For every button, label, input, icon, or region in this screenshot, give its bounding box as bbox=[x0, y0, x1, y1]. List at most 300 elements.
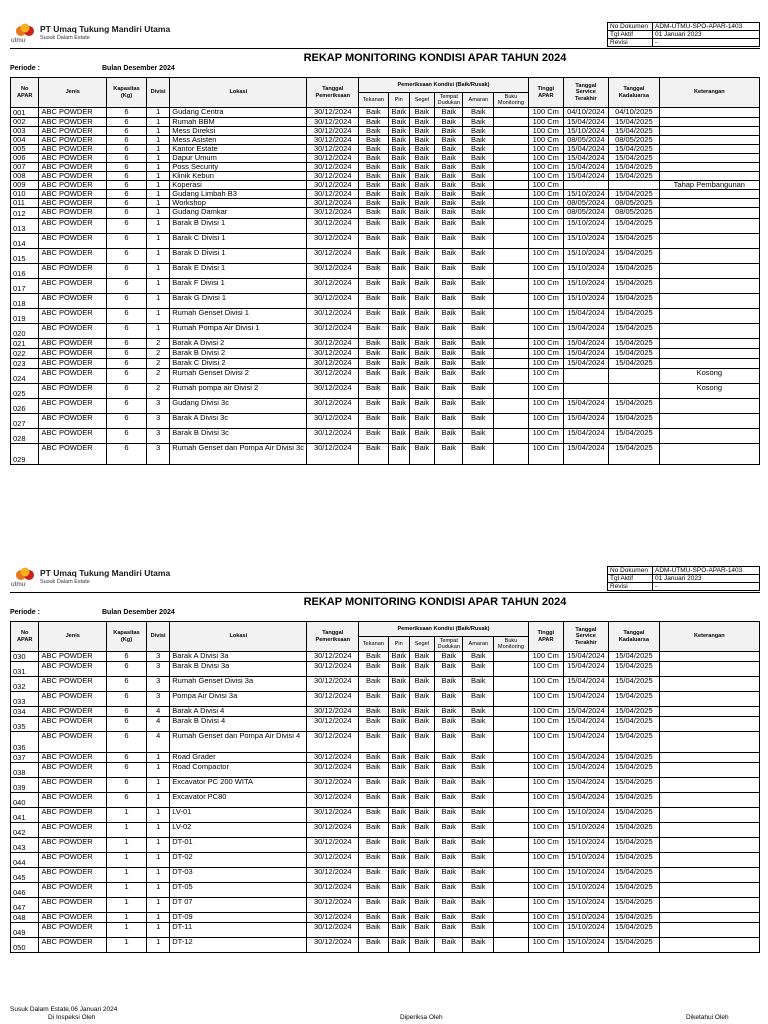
apar-kapasitas: 6 bbox=[106, 753, 146, 763]
check-tekanan: Baik bbox=[359, 264, 389, 279]
apar-tanggal: 30/12/2024 bbox=[307, 853, 359, 868]
apar-tanggal: 30/12/2024 bbox=[307, 677, 359, 692]
table-row bbox=[11, 163, 760, 172]
check-pin: Baik bbox=[388, 898, 409, 913]
apar-tinggi: 100 Cm bbox=[528, 181, 563, 190]
apar-jenis: ABC POWDER bbox=[39, 414, 107, 429]
check-segel: Baik bbox=[409, 172, 434, 181]
apar-no: 020 bbox=[11, 324, 39, 339]
apar-jenis: ABC POWDER bbox=[39, 181, 107, 190]
apar-tanggal: 30/12/2024 bbox=[307, 294, 359, 309]
check-amaran: Baik bbox=[463, 883, 494, 898]
apar-kapasitas: 6 bbox=[106, 662, 146, 677]
check-pin: Baik bbox=[388, 662, 409, 677]
apar-kapasitas: 6 bbox=[106, 717, 146, 732]
check-amaran: Baik bbox=[463, 108, 494, 118]
apar-service: 15/10/2024 bbox=[563, 127, 608, 136]
check-pin: Baik bbox=[388, 163, 409, 172]
apar-keterangan: Kosong bbox=[659, 384, 759, 399]
apar-kapasitas: 1 bbox=[106, 823, 146, 838]
apar-divisi: 2 bbox=[147, 349, 170, 359]
apar-kapasitas: 6 bbox=[106, 763, 146, 778]
check-tekanan: Baik bbox=[359, 444, 389, 465]
check-tekanan: Baik bbox=[359, 823, 389, 838]
apar-no: 034 bbox=[11, 707, 39, 717]
check-tekanan: Baik bbox=[359, 208, 389, 219]
apar-lokasi: Rumah Pompa Air Divisi 1 bbox=[170, 324, 307, 339]
check-pin: Baik bbox=[388, 369, 409, 384]
apar-jenis: ABC POWDER bbox=[39, 732, 107, 753]
col-pemeriksaan: Pemeriksaan Kondisi (Baik/Rusak) bbox=[359, 78, 529, 93]
check-pin: Baik bbox=[388, 853, 409, 868]
table-row bbox=[11, 868, 760, 883]
apar-divisi: 1 bbox=[147, 108, 170, 118]
apar-table bbox=[10, 77, 760, 465]
doc-date-label: Tgl Aktif bbox=[608, 31, 653, 39]
check-pin: Baik bbox=[388, 234, 409, 249]
apar-jenis: ABC POWDER bbox=[39, 163, 107, 172]
apar-service: 08/05/2024 bbox=[563, 208, 608, 219]
apar-tanggal: 30/12/2024 bbox=[307, 793, 359, 808]
apar-tinggi: 100 Cm bbox=[528, 823, 563, 838]
apar-kapasitas: 1 bbox=[106, 923, 146, 938]
apar-kapasitas: 6 bbox=[106, 181, 146, 190]
check-pin: Baik bbox=[388, 838, 409, 853]
apar-jenis: ABC POWDER bbox=[39, 249, 107, 264]
apar-kapasitas: 6 bbox=[106, 429, 146, 444]
apar-kadaluarsa: 15/04/2025 bbox=[609, 190, 660, 199]
check-tempat: Baik bbox=[435, 190, 463, 199]
check-tekanan: Baik bbox=[359, 662, 389, 677]
apar-lokasi: Gudang Damkar bbox=[170, 208, 307, 219]
check-pin: Baik bbox=[388, 219, 409, 234]
apar-jenis: ABC POWDER bbox=[39, 339, 107, 349]
check-tempat: Baik bbox=[435, 913, 463, 923]
apar-tinggi: 100 Cm bbox=[528, 898, 563, 913]
check-amaran: Baik bbox=[463, 163, 494, 172]
check-segel: Baik bbox=[409, 732, 434, 753]
apar-kadaluarsa: 15/04/2025 bbox=[609, 339, 660, 349]
apar-tanggal: 30/12/2024 bbox=[307, 778, 359, 793]
check-amaran: Baik bbox=[463, 429, 494, 444]
apar-lokasi: Barak D Divisi 1 bbox=[170, 249, 307, 264]
apar-divisi: 1 bbox=[147, 172, 170, 181]
check-pin: Baik bbox=[388, 938, 409, 953]
apar-divisi: 3 bbox=[147, 444, 170, 465]
page-header bbox=[10, 566, 760, 592]
table-row bbox=[11, 118, 760, 127]
apar-lokasi: Barak G Divisi 1 bbox=[170, 294, 307, 309]
apar-keterangan bbox=[659, 324, 759, 339]
check-buku bbox=[494, 154, 529, 163]
apar-keterangan bbox=[659, 923, 759, 938]
check-amaran: Baik bbox=[463, 127, 494, 136]
apar-kapasitas: 6 bbox=[106, 732, 146, 753]
check-amaran: Baik bbox=[463, 264, 494, 279]
table-row bbox=[11, 324, 760, 339]
col-tempat: Tempat Dudukan bbox=[435, 637, 463, 652]
check-tekanan: Baik bbox=[359, 127, 389, 136]
col-lokasi: Lokasi bbox=[170, 622, 307, 652]
check-tekanan: Baik bbox=[359, 399, 389, 414]
apar-no: 044 bbox=[11, 853, 39, 868]
apar-service: 15/04/2024 bbox=[563, 753, 608, 763]
apar-kadaluarsa: 15/04/2025 bbox=[609, 763, 660, 778]
apar-divisi: 3 bbox=[147, 414, 170, 429]
check-segel: Baik bbox=[409, 838, 434, 853]
doc-rev-label: Revisi bbox=[608, 39, 653, 47]
check-amaran: Baik bbox=[463, 219, 494, 234]
apar-divisi: 2 bbox=[147, 359, 170, 369]
check-tempat: Baik bbox=[435, 309, 463, 324]
check-tempat: Baik bbox=[435, 717, 463, 732]
table-row bbox=[11, 793, 760, 808]
check-amaran: Baik bbox=[463, 414, 494, 429]
apar-lokasi: Barak A Divisi 4 bbox=[170, 707, 307, 717]
apar-kapasitas: 6 bbox=[106, 190, 146, 199]
apar-divisi: 2 bbox=[147, 369, 170, 384]
check-buku bbox=[494, 118, 529, 127]
check-pin: Baik bbox=[388, 309, 409, 324]
apar-service: 15/04/2024 bbox=[563, 444, 608, 465]
check-amaran: Baik bbox=[463, 249, 494, 264]
check-tempat: Baik bbox=[435, 838, 463, 853]
check-amaran: Baik bbox=[463, 279, 494, 294]
check-buku bbox=[494, 309, 529, 324]
periode bbox=[10, 65, 760, 77]
check-pin: Baik bbox=[388, 808, 409, 823]
check-pin: Baik bbox=[388, 279, 409, 294]
check-amaran: Baik bbox=[463, 778, 494, 793]
table-row bbox=[11, 923, 760, 938]
check-buku bbox=[494, 883, 529, 898]
apar-tanggal: 30/12/2024 bbox=[307, 652, 359, 662]
apar-keterangan bbox=[659, 652, 759, 662]
apar-kapasitas: 1 bbox=[106, 868, 146, 883]
check-buku bbox=[494, 294, 529, 309]
check-tekanan: Baik bbox=[359, 219, 389, 234]
table-row bbox=[11, 838, 760, 853]
check-amaran: Baik bbox=[463, 823, 494, 838]
apar-kapasitas: 1 bbox=[106, 853, 146, 868]
apar-lokasi: Barak B Divisi 3c bbox=[170, 429, 307, 444]
check-tekanan: Baik bbox=[359, 414, 389, 429]
table-row bbox=[11, 778, 760, 793]
check-buku bbox=[494, 692, 529, 707]
header-divider bbox=[10, 48, 760, 49]
apar-no: 048 bbox=[11, 913, 39, 923]
apar-tanggal: 30/12/2024 bbox=[307, 429, 359, 444]
apar-kadaluarsa: 15/04/2025 bbox=[609, 883, 660, 898]
apar-keterangan bbox=[659, 199, 759, 208]
apar-kapasitas: 6 bbox=[106, 145, 146, 154]
apar-lokasi: Barak B Divisi 1 bbox=[170, 219, 307, 234]
check-pin: Baik bbox=[388, 677, 409, 692]
apar-kadaluarsa: 15/04/2025 bbox=[609, 808, 660, 823]
col-divisi: Divisi bbox=[147, 78, 170, 108]
apar-service: 15/04/2024 bbox=[563, 163, 608, 172]
apar-jenis: ABC POWDER bbox=[39, 853, 107, 868]
apar-kadaluarsa: 15/04/2025 bbox=[609, 219, 660, 234]
apar-service: 15/04/2024 bbox=[563, 324, 608, 339]
col-keterangan: Keterangan bbox=[659, 78, 759, 108]
apar-service: 15/04/2024 bbox=[563, 359, 608, 369]
apar-divisi: 1 bbox=[147, 868, 170, 883]
apar-no: 028 bbox=[11, 429, 39, 444]
check-segel: Baik bbox=[409, 309, 434, 324]
check-pin: Baik bbox=[388, 359, 409, 369]
apar-table bbox=[10, 621, 760, 953]
check-pin: Baik bbox=[388, 154, 409, 163]
apar-tanggal: 30/12/2024 bbox=[307, 399, 359, 414]
apar-jenis: ABC POWDER bbox=[39, 763, 107, 778]
check-segel: Baik bbox=[409, 154, 434, 163]
col-amaran: Amaran bbox=[463, 93, 494, 108]
apar-kapasitas: 6 bbox=[106, 359, 146, 369]
check-tekanan: Baik bbox=[359, 923, 389, 938]
col-kadaluarsa: Tanggal Kadaluarsa bbox=[609, 78, 660, 108]
check-amaran: Baik bbox=[463, 692, 494, 707]
apar-tinggi: 100 Cm bbox=[528, 778, 563, 793]
apar-kadaluarsa: 15/04/2025 bbox=[609, 717, 660, 732]
check-segel: Baik bbox=[409, 808, 434, 823]
check-tempat: Baik bbox=[435, 853, 463, 868]
apar-service: 15/10/2024 bbox=[563, 190, 608, 199]
apar-service: 15/10/2024 bbox=[563, 883, 608, 898]
apar-divisi: 3 bbox=[147, 399, 170, 414]
apar-keterangan bbox=[659, 264, 759, 279]
apar-tinggi: 100 Cm bbox=[528, 707, 563, 717]
check-tekanan: Baik bbox=[359, 294, 389, 309]
check-segel: Baik bbox=[409, 898, 434, 913]
check-segel: Baik bbox=[409, 429, 434, 444]
check-pin: Baik bbox=[388, 793, 409, 808]
apar-service: 15/04/2024 bbox=[563, 414, 608, 429]
apar-divisi: 1 bbox=[147, 324, 170, 339]
check-segel: Baik bbox=[409, 181, 434, 190]
table-row bbox=[11, 219, 760, 234]
table-row bbox=[11, 677, 760, 692]
check-amaran: Baik bbox=[463, 662, 494, 677]
apar-kadaluarsa: 15/04/2025 bbox=[609, 154, 660, 163]
apar-tinggi: 100 Cm bbox=[528, 136, 563, 145]
check-tempat: Baik bbox=[435, 868, 463, 883]
apar-keterangan bbox=[659, 154, 759, 163]
apar-tanggal: 30/12/2024 bbox=[307, 707, 359, 717]
apar-tinggi: 100 Cm bbox=[528, 369, 563, 384]
check-tempat: Baik bbox=[435, 883, 463, 898]
check-segel: Baik bbox=[409, 707, 434, 717]
table-row bbox=[11, 652, 760, 662]
table-row bbox=[11, 753, 760, 763]
check-tekanan: Baik bbox=[359, 429, 389, 444]
apar-lokasi: Road Grader bbox=[170, 753, 307, 763]
apar-tinggi: 100 Cm bbox=[528, 763, 563, 778]
apar-jenis: ABC POWDER bbox=[39, 294, 107, 309]
table-row bbox=[11, 444, 760, 465]
check-pin: Baik bbox=[388, 778, 409, 793]
check-segel: Baik bbox=[409, 264, 434, 279]
check-amaran: Baik bbox=[463, 898, 494, 913]
check-amaran: Baik bbox=[463, 838, 494, 853]
apar-divisi: 1 bbox=[147, 883, 170, 898]
flame-logo-icon bbox=[12, 23, 38, 37]
apar-kadaluarsa: 15/04/2025 bbox=[609, 349, 660, 359]
apar-tanggal: 30/12/2024 bbox=[307, 127, 359, 136]
apar-tinggi: 100 Cm bbox=[528, 324, 563, 339]
apar-lokasi: DT-11 bbox=[170, 923, 307, 938]
apar-kadaluarsa: 15/04/2025 bbox=[609, 913, 660, 923]
apar-no: 002 bbox=[11, 118, 39, 127]
apar-keterangan bbox=[659, 793, 759, 808]
apar-keterangan bbox=[659, 853, 759, 868]
check-tempat: Baik bbox=[435, 264, 463, 279]
check-pin: Baik bbox=[388, 339, 409, 349]
check-buku bbox=[494, 938, 529, 953]
doc-no-label: No Dokumen bbox=[608, 23, 653, 31]
apar-lokasi: DT-03 bbox=[170, 868, 307, 883]
table-row bbox=[11, 384, 760, 399]
col-segel: Segel bbox=[409, 93, 434, 108]
apar-divisi: 1 bbox=[147, 199, 170, 208]
apar-no: 012 bbox=[11, 208, 39, 219]
apar-tanggal: 30/12/2024 bbox=[307, 172, 359, 181]
check-segel: Baik bbox=[409, 359, 434, 369]
check-segel: Baik bbox=[409, 763, 434, 778]
apar-tanggal: 30/12/2024 bbox=[307, 384, 359, 399]
apar-tinggi: 100 Cm bbox=[528, 444, 563, 465]
apar-keterangan bbox=[659, 717, 759, 732]
check-tekanan: Baik bbox=[359, 181, 389, 190]
check-segel: Baik bbox=[409, 778, 434, 793]
col-tinggi: Tinggi APAR bbox=[528, 78, 563, 108]
apar-kapasitas: 6 bbox=[106, 234, 146, 249]
check-tekanan: Baik bbox=[359, 154, 389, 163]
apar-tinggi: 100 Cm bbox=[528, 838, 563, 853]
check-tempat: Baik bbox=[435, 444, 463, 465]
apar-kadaluarsa: 15/04/2025 bbox=[609, 677, 660, 692]
check-tempat: Baik bbox=[435, 429, 463, 444]
apar-no: 013 bbox=[11, 219, 39, 234]
check-pin: Baik bbox=[388, 136, 409, 145]
check-pin: Baik bbox=[388, 868, 409, 883]
apar-kapasitas: 6 bbox=[106, 444, 146, 465]
table-row bbox=[11, 339, 760, 349]
apar-kapasitas: 6 bbox=[106, 778, 146, 793]
check-tempat: Baik bbox=[435, 136, 463, 145]
check-pin: Baik bbox=[388, 753, 409, 763]
check-buku bbox=[494, 208, 529, 219]
apar-divisi: 1 bbox=[147, 190, 170, 199]
table-row bbox=[11, 199, 760, 208]
place-date: Susuk Dalam Estate,06 Januari 2024 bbox=[10, 1006, 118, 1013]
check-tekanan: Baik bbox=[359, 190, 389, 199]
apar-kapasitas: 6 bbox=[106, 414, 146, 429]
apar-jenis: ABC POWDER bbox=[39, 429, 107, 444]
check-amaran: Baik bbox=[463, 234, 494, 249]
check-pin: Baik bbox=[388, 294, 409, 309]
apar-kapasitas: 6 bbox=[106, 369, 146, 384]
check-tekanan: Baik bbox=[359, 808, 389, 823]
check-segel: Baik bbox=[409, 199, 434, 208]
check-buku bbox=[494, 793, 529, 808]
check-buku bbox=[494, 898, 529, 913]
apar-tinggi: 100 Cm bbox=[528, 717, 563, 732]
apar-keterangan: Tahap Pembangunan bbox=[659, 181, 759, 190]
apar-tinggi: 100 Cm bbox=[528, 662, 563, 677]
check-amaran: Baik bbox=[463, 753, 494, 763]
check-tempat: Baik bbox=[435, 384, 463, 399]
apar-jenis: ABC POWDER bbox=[39, 264, 107, 279]
apar-service: 15/04/2024 bbox=[563, 677, 608, 692]
apar-tanggal: 30/12/2024 bbox=[307, 324, 359, 339]
apar-lokasi: Road Compactor bbox=[170, 763, 307, 778]
apar-kapasitas: 6 bbox=[106, 249, 146, 264]
apar-keterangan bbox=[659, 349, 759, 359]
apar-jenis: ABC POWDER bbox=[39, 707, 107, 717]
apar-keterangan bbox=[659, 108, 759, 118]
check-buku bbox=[494, 359, 529, 369]
apar-jenis: ABC POWDER bbox=[39, 190, 107, 199]
check-pin: Baik bbox=[388, 913, 409, 923]
check-tekanan: Baik bbox=[359, 349, 389, 359]
col-kapasitas: Kapasitas (Kg) bbox=[106, 622, 146, 652]
apar-jenis: ABC POWDER bbox=[39, 652, 107, 662]
col-service: Tanggal Service Terakhir bbox=[563, 622, 608, 652]
check-amaran: Baik bbox=[463, 208, 494, 219]
doc-rev-value: - bbox=[653, 583, 760, 591]
check-segel: Baik bbox=[409, 234, 434, 249]
table-row bbox=[11, 707, 760, 717]
doc-rev-label: Revisi bbox=[608, 583, 653, 591]
apar-keterangan bbox=[659, 309, 759, 324]
check-segel: Baik bbox=[409, 677, 434, 692]
apar-service: 15/10/2024 bbox=[563, 838, 608, 853]
check-pin: Baik bbox=[388, 717, 409, 732]
check-pin: Baik bbox=[388, 707, 409, 717]
apar-lokasi: Excavator PC80 bbox=[170, 793, 307, 808]
page-header bbox=[10, 22, 760, 48]
apar-kadaluarsa: 15/04/2025 bbox=[609, 279, 660, 294]
apar-lokasi: Barak B Divisi 4 bbox=[170, 717, 307, 732]
col-tanggal: Tanggal Pemeriksaan bbox=[307, 622, 359, 652]
check-amaran: Baik bbox=[463, 359, 494, 369]
apar-jenis: ABC POWDER bbox=[39, 778, 107, 793]
apar-tanggal: 30/12/2024 bbox=[307, 883, 359, 898]
check-segel: Baik bbox=[409, 369, 434, 384]
apar-jenis: ABC POWDER bbox=[39, 662, 107, 677]
col-buku: Buku Monitoring bbox=[494, 637, 529, 652]
check-segel: Baik bbox=[409, 145, 434, 154]
table-row bbox=[11, 181, 760, 190]
apar-divisi: 1 bbox=[147, 309, 170, 324]
check-amaran: Baik bbox=[463, 145, 494, 154]
apar-tanggal: 30/12/2024 bbox=[307, 309, 359, 324]
check-buku bbox=[494, 853, 529, 868]
table-row bbox=[11, 732, 760, 753]
check-pin: Baik bbox=[388, 652, 409, 662]
apar-kapasitas: 6 bbox=[106, 349, 146, 359]
apar-divisi: 1 bbox=[147, 823, 170, 838]
apar-jenis: ABC POWDER bbox=[39, 136, 107, 145]
check-segel: Baik bbox=[409, 923, 434, 938]
check-tekanan: Baik bbox=[359, 359, 389, 369]
apar-tanggal: 30/12/2024 bbox=[307, 414, 359, 429]
check-tempat: Baik bbox=[435, 154, 463, 163]
report-title: REKAP MONITORING KONDISI APAR TAHUN 2024 bbox=[303, 52, 567, 64]
check-tempat: Baik bbox=[435, 118, 463, 127]
apar-kadaluarsa: 08/05/2025 bbox=[609, 136, 660, 145]
